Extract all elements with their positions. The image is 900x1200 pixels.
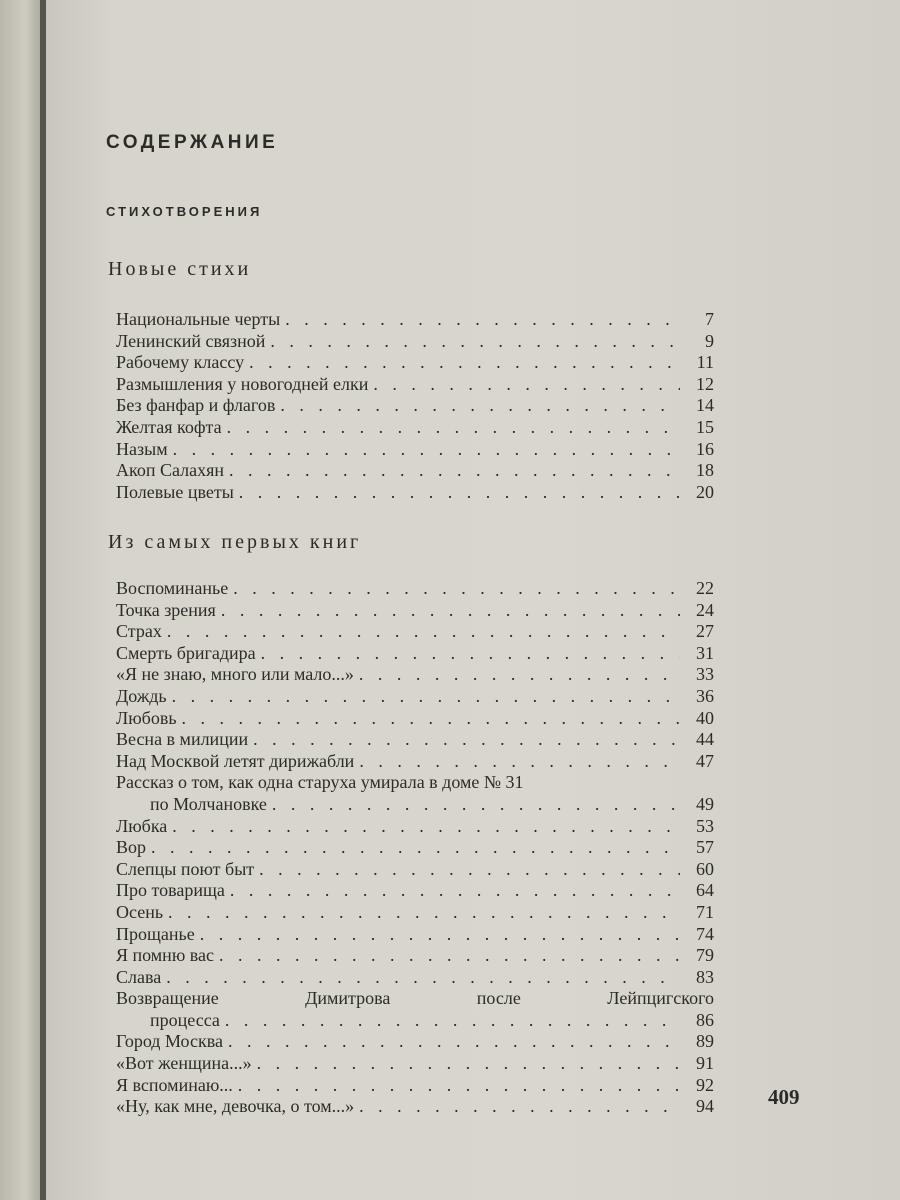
entry-title: Слепцы поют быт [116,858,255,879]
leader-dots [248,729,680,751]
entry-title: Полевые цветы [116,481,234,502]
leader-dots [146,837,680,859]
entry-page-number: 22 [696,578,714,598]
book-page [46,0,900,1200]
toc-entry [116,643,714,665]
entry-title: Национальные черты [116,309,281,329]
leader-dots [234,482,680,504]
entry-title: Смерть бригадира [116,642,256,663]
entry-title: Возвращение Димитрова после Лейпцигского [116,988,714,1009]
entry-page-number: 9 [705,330,714,351]
entry-title: Над Москвой летят дирижабли [116,750,355,771]
entry-page-number: 33 [696,664,714,685]
entry-title: Рассказ о том, как одна старуха умирала в доме № 31 [116,772,524,793]
entry-page-number: 7 [705,309,714,329]
leader-dots [222,417,680,439]
toc-entry [116,924,714,946]
toc-entry-continuation [116,794,714,816]
toc-entry [116,772,714,794]
entry-title: Рабочему классу [116,352,245,373]
entry-page-number: 12 [696,373,714,394]
entry-page-number: 64 [696,880,714,901]
leader-dots [168,439,680,461]
entry-title: Весна в милиции [116,729,249,750]
toc-entry [116,1031,714,1053]
entry-title: Я вспоминаю... [116,1074,233,1095]
toc-entry [116,664,714,686]
toc-entry [116,816,714,838]
toc-entry [116,859,714,881]
entry-page-number: 94 [696,1096,714,1117]
toc-entry [116,331,714,353]
entry-title: Размышления у новогодней елки [116,373,369,394]
entry-title: Я помню вас [116,945,215,966]
toc-entry [116,902,714,924]
entry-page-number: 53 [696,815,714,836]
leader-dots [224,460,680,482]
toc-entry [116,374,714,396]
entry-page-number: 40 [696,707,714,728]
entry-page-number: 15 [696,416,714,437]
toc-entry [116,395,714,417]
entry-title: Вор [116,837,147,858]
entry-title: Город Москва [116,1031,223,1052]
toc-entry [116,439,714,461]
entry-title: Назым [116,438,168,459]
toc-entry [116,686,714,708]
toc-entry [116,751,714,773]
entry-page-number: 49 [696,793,714,814]
leader-dots [223,1031,680,1053]
entry-page-number: 57 [696,837,714,858]
entry-page-number: 92 [696,1074,714,1095]
entry-page-number: 47 [696,750,714,771]
leader-dots [163,902,680,924]
entry-title: Страх [116,621,162,642]
leader-dots [167,686,680,708]
leader-dots [195,924,680,946]
toc-entry [116,417,714,439]
toc-entry-continuation [116,1010,714,1032]
entry-page-number: 89 [696,1031,714,1052]
entry-page-number: 31 [696,642,714,663]
entry-page-number: 91 [696,1053,714,1074]
leader-dots [368,374,680,396]
section-title-new-poems: Новые стихи [108,258,252,280]
toc-entry [116,1053,714,1075]
leader-dots [280,309,680,331]
leader-dots [161,967,680,989]
leader-dots [244,352,680,374]
entry-title: Ленинский связной [116,330,266,351]
toc-entry [116,1096,714,1118]
toc-entry [116,988,714,1010]
toc-entry [116,708,714,730]
leader-dots [162,621,680,643]
page-number: 409 [768,1085,800,1109]
entry-title: «Ну, как мне, девочка, о том...» [116,1096,355,1117]
entry-page-number: 18 [696,460,714,481]
entry-title: Воспоминанье [116,578,229,598]
leader-dots [214,945,680,967]
section-title-first-books: Из самых первых книг [108,531,362,553]
toc-entry [116,352,714,374]
entry-title: Желтая кофта [116,416,222,437]
toc-list-first-books [116,578,714,1118]
entry-page-number: 86 [696,1009,714,1030]
entry-page-number: 36 [696,685,714,706]
entry-title: Точка зрения [116,599,216,620]
toc-list-new-poems [116,309,714,503]
entry-title: Акоп Салахян [116,460,224,481]
entry-title: Прощанье [116,923,195,944]
toc-entry [116,945,714,967]
leader-dots [265,331,680,353]
entry-page-number: 27 [696,621,714,642]
entry-page-number: 74 [696,923,714,944]
entry-title: Без фанфар и флагов [116,395,276,416]
leader-dots [275,395,680,417]
leader-dots [354,664,680,686]
entry-title: Дождь [116,685,167,706]
leader-dots [225,880,680,902]
entry-title: Любка [116,815,168,836]
leader-dots [216,600,680,622]
entry-title-continuation: по Молчановке [150,793,267,814]
poems-subheading: СТИХОТВОРЕНИЯ [106,204,263,219]
leader-dots [177,708,680,730]
toc-entry [116,578,714,600]
toc-entry [116,482,714,504]
entry-page-number: 16 [696,438,714,459]
leader-dots [354,751,680,773]
entry-title: Про товарища [116,880,225,901]
toc-entry [116,880,714,902]
toc-entry [116,309,714,331]
entry-page-number: 20 [696,481,714,502]
entry-title: «Вот женщина...» [116,1053,252,1074]
toc-entry [116,837,714,859]
leader-dots [267,794,680,816]
entry-title: «Я не знаю, много или мало...» [116,664,354,685]
leader-dots [233,1075,680,1097]
entry-page-number: 11 [696,352,714,373]
leader-dots [220,1010,680,1032]
entry-page-number: 71 [696,901,714,922]
entry-page-number: 79 [696,945,714,966]
toc-entry [116,729,714,751]
entry-title-continuation: процесса [150,1009,220,1030]
entry-page-number: 83 [696,966,714,987]
entry-title: Осень [116,901,164,922]
leader-dots [254,859,680,881]
toc-entry [116,967,714,989]
entry-title: Любовь [116,707,177,728]
toc-entry [116,621,714,643]
entry-page-number: 60 [696,858,714,879]
toc-entry [116,600,714,622]
leader-dots [167,816,680,838]
toc-entry [116,460,714,482]
leader-dots [252,1053,680,1075]
entry-page-number: 44 [696,729,714,750]
contents-heading: СОДЕРЖАНИЕ [106,132,279,153]
entry-page-number: 14 [696,395,714,416]
leader-dots [256,643,680,665]
leader-dots [228,578,680,600]
entry-title: Слава [116,966,162,987]
previous-page-edge [0,0,42,1200]
entry-page-number: 24 [696,599,714,620]
toc-entry [116,1075,714,1097]
leader-dots [354,1096,680,1118]
